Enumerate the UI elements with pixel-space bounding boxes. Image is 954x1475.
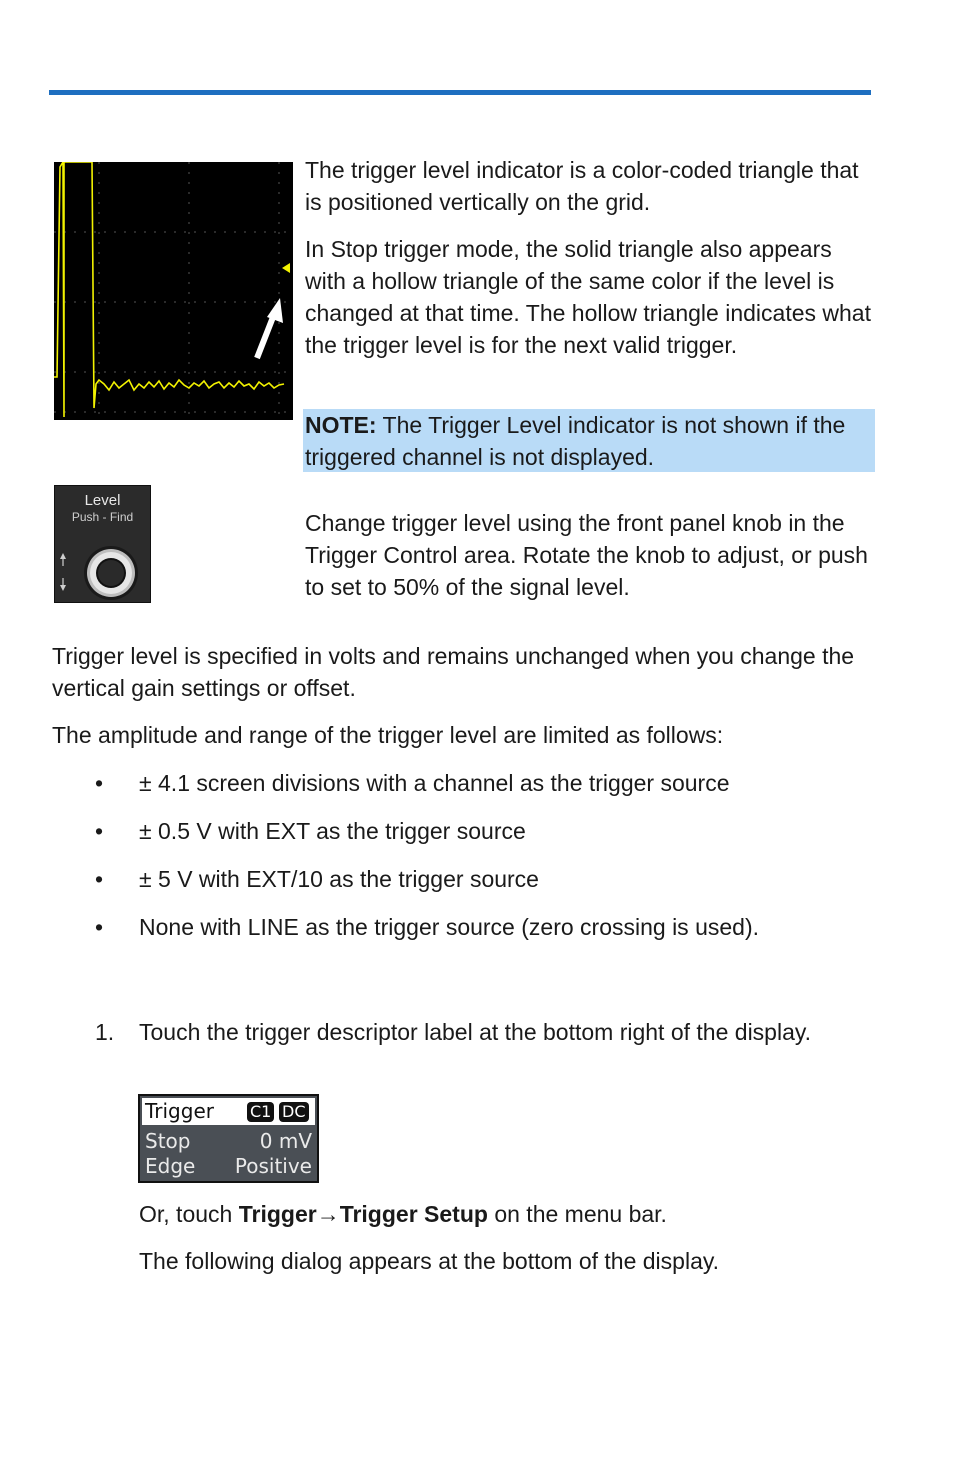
alternate-instruction xyxy=(139,1198,859,1230)
menu-trigger-setup: Trigger Setup xyxy=(339,1201,488,1227)
trigger-type-row xyxy=(145,1153,312,1179)
list-item: • None with LINE as the trigger source (zero crossing is used). xyxy=(139,911,859,959)
knob-description xyxy=(305,507,875,603)
step-text: Touch the trigger descriptor label at the bottom right of the display. xyxy=(139,1019,812,1045)
list-item: • ± 0.5 V with EXT as the trigger source xyxy=(139,815,859,863)
trigger-level-value: 0 mV xyxy=(259,1129,312,1153)
intro-text xyxy=(305,154,875,376)
intro-paragraph-2: In Stop trigger mode, the solid triangle also appears with a hollow triangle of the same color if the level is changed at that time. The hollow triangle indicates what the trigger level is for the next valid trigger. xyxy=(305,236,871,358)
arrow-icon: → xyxy=(316,1201,340,1227)
channel-badge: C1 xyxy=(247,1102,274,1122)
trigger-level-waveform-image xyxy=(54,162,293,420)
trigger-descriptor-label[interactable] xyxy=(138,1094,319,1183)
steps-list xyxy=(95,1016,839,1048)
body-paragraph-2: The amplitude and range of the trigger level are limited as follows: xyxy=(52,722,724,748)
body-paragraph-1: Trigger level is specified in volts and remains unchanged when you change the vertical gain settings or offset. xyxy=(52,643,855,701)
trigger-slope: Positive xyxy=(234,1154,312,1178)
menu-trigger: Trigger xyxy=(238,1201,317,1227)
level-knob-panel-image xyxy=(54,485,151,603)
instruction-prefix: Or, touch xyxy=(139,1201,239,1227)
note-text: The Trigger Level indicator is not shown if the triggered channel is not displayed. xyxy=(305,412,846,470)
trigger-mode-row xyxy=(145,1128,312,1154)
knob-icon xyxy=(84,546,138,600)
step-number: 1. xyxy=(95,1019,115,1045)
coupling-badge: DC xyxy=(279,1102,309,1122)
trigger-mode: Stop xyxy=(145,1129,191,1153)
limits-list xyxy=(139,767,859,959)
list-item: • ± 5 V with EXT/10 as the trigger source xyxy=(139,863,859,911)
header-rule xyxy=(49,90,871,95)
trigger-label-title: Trigger xyxy=(145,1099,214,1123)
list-item: • ± 4.1 screen divisions with a channel as the trigger source xyxy=(139,767,859,815)
step-item xyxy=(95,1016,839,1048)
instruction-suffix: on the menu bar. xyxy=(487,1201,667,1227)
note-box xyxy=(303,409,875,472)
intro-paragraph-1: The trigger level indicator is a color-coded triangle that is positioned vertically on the grid. xyxy=(305,157,859,215)
note-label: NOTE: xyxy=(305,412,377,438)
knob-title: Level xyxy=(84,492,121,509)
knob-description-text: Change trigger level using the front panel knob in the Trigger Control area. Rotate the knob to adjust, or push to set to 50% of the signal level. xyxy=(305,510,868,600)
trigger-type: Edge xyxy=(145,1154,196,1178)
up-down-arrows-icon xyxy=(60,553,66,591)
knob-subtitle: Push - Find xyxy=(71,510,134,524)
trigger-level-triangle-icon xyxy=(282,263,290,273)
dialog-instruction: The following dialog appears at the bottom of the display. xyxy=(139,1248,720,1274)
trigger-label-header xyxy=(142,1098,315,1125)
